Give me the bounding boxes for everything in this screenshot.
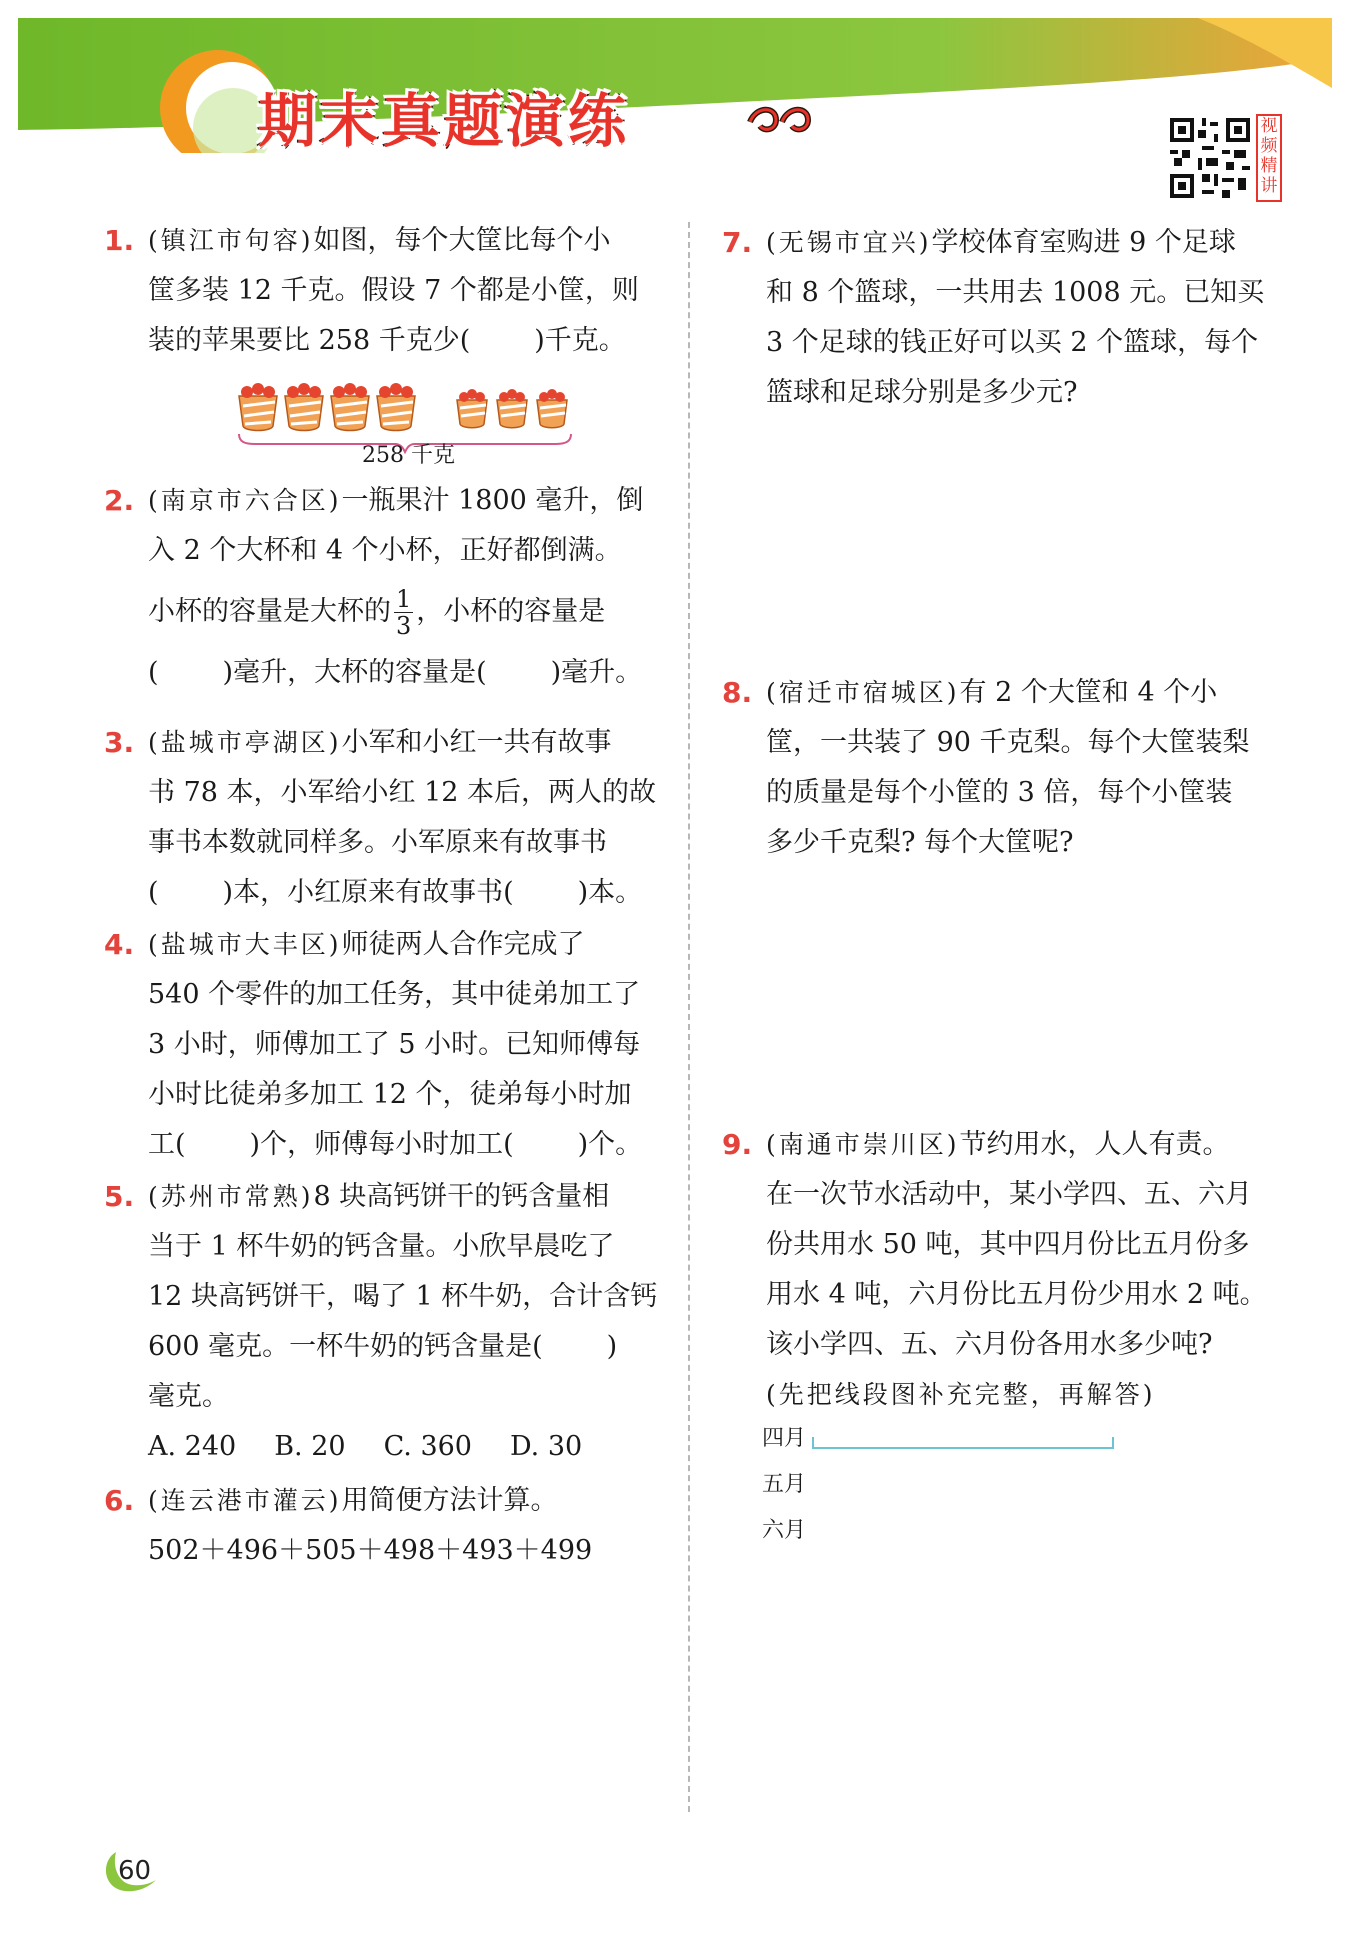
question-text: 份共用水 50 吨，其中四月份比五月份多 (766, 1229, 1250, 1260)
qr-side-label (1256, 114, 1282, 202)
question-expression: 502＋496＋505＋498＋493＋499 (148, 1535, 593, 1566)
question-text: 多少千克梨? 每个大筐呢? (766, 827, 1074, 858)
question-7 (722, 218, 1265, 418)
question-number: 3. (104, 726, 135, 759)
question-text: 如图，每个大筐比每个小 (313, 225, 611, 256)
question-5 (104, 1172, 658, 1472)
question-text: 3 小时，师傅加工了 5 小时。已知师傅每 (148, 1029, 641, 1060)
question-text: ( (148, 657, 159, 688)
question-text: 当于 1 杯牛奶的钙含量。小欣早晨吃了 (148, 1231, 615, 1262)
qr-side-char: 视 (1260, 116, 1278, 136)
large-basket-icon (239, 383, 415, 431)
small-basket-icon (457, 389, 567, 428)
question-text: 入 2 个大杯和 4 个小杯，正好都倒满。 (148, 535, 622, 566)
question-text: 小时比徒弟多加工 12 个，徒弟每小时加 (148, 1079, 632, 1110)
question-text: 3 个足球的钱正好可以买 2 个篮球，每个 (766, 327, 1259, 358)
question-source: (无锡市宜兴) (766, 228, 932, 257)
question-text: 书 78 本，小军给小红 12 本后，两人的故 (148, 777, 657, 808)
question-text: )个，师傅每小时加工( (249, 1129, 514, 1160)
qr-code-icon[interactable] (1166, 114, 1254, 202)
question-text: 540 个零件的加工任务，其中徒弟加工了 (148, 979, 641, 1010)
question-source: (盐城市亭湖区) (148, 728, 342, 757)
question-instruction: (先把线段图补充完整，再解答) (766, 1380, 1156, 1409)
question-text: 毫克。 (148, 1381, 229, 1412)
question-text: 学校体育室购进 9 个足球 (931, 227, 1236, 258)
question-text: 在一次节水活动中，某小学四、五、六月 (766, 1179, 1252, 1210)
question-text: )本，小红原来有故事书( (222, 877, 514, 908)
question-source: (南通市崇川区) (766, 1130, 960, 1159)
options-row (148, 1422, 657, 1472)
segment-diagram-labels (762, 1416, 806, 1554)
option-a[interactable]: A. 240 (148, 1431, 237, 1462)
question-number: 5. (104, 1180, 135, 1213)
question-text: ) (606, 1331, 618, 1362)
option-d[interactable]: D. 30 (509, 1431, 583, 1462)
option-b[interactable]: B. 20 (274, 1431, 346, 1462)
question-1 (104, 216, 639, 366)
row-label-may: 五月 (762, 1472, 807, 1497)
question-number: 7. (722, 226, 753, 259)
question-text: 一瓶果汁 1800 毫升，倒 (341, 485, 644, 516)
question-number: 4. (104, 928, 135, 961)
banner-background (18, 18, 1332, 153)
segment-line-april[interactable] (812, 1437, 1114, 1449)
question-text: )千克。 (534, 325, 626, 356)
question-text: 用水 4 吨，六月份比五月份少用水 2 吨。 (766, 1279, 1267, 1310)
fraction-numerator: 1 (396, 585, 412, 613)
figure-label: 258 千克 (362, 443, 455, 468)
question-text: 和 8 个篮球，一共用去 1008 元。已知买 (766, 277, 1265, 308)
question-text: ，小杯的容量是 (416, 596, 606, 627)
question-text: )本。 (577, 877, 643, 908)
question-source: (苏州市常熟) (148, 1182, 314, 1211)
question-text: 事书本数就同样多。小军原来有故事书 (148, 827, 607, 858)
question-source: (南京市六合区) (148, 486, 342, 515)
row-label-june: 六月 (762, 1518, 807, 1543)
question-text: 小军和小红一共有故事 (341, 727, 612, 758)
question-8 (722, 668, 1250, 868)
question-text: 8 块高钙饼干的钙含量相 (313, 1181, 610, 1212)
column-divider (688, 222, 690, 1812)
question-4 (104, 920, 643, 1170)
question-text: 该小学四、五、六月份各用水多少吨? (766, 1329, 1213, 1360)
question-source: (盐城市大丰区) (148, 930, 342, 959)
question-number: 6. (104, 1484, 135, 1517)
question-text: 12 块高钙饼干，喝了 1 杯牛奶，合计含钙 (148, 1281, 658, 1312)
qr-side-char: 频 (1260, 136, 1278, 156)
question-text: 有 2 个大筐和 4 个小 (959, 677, 1218, 708)
question-9 (722, 1120, 1267, 1420)
qr-side-char: 精 (1260, 156, 1278, 176)
question-text: )毫升。 (550, 657, 643, 688)
question-6 (104, 1476, 593, 1576)
question-number: 8. (722, 676, 753, 709)
question-text: 的质量是每个小筐的 3 倍，每个小筐装 (766, 777, 1233, 808)
question-text: 筐，一共装了 90 千克梨。每个大筐装梨 (766, 727, 1250, 758)
option-c[interactable]: C. 360 (383, 1431, 472, 1462)
question-number: 9. (722, 1128, 753, 1161)
question-text: 用简便方法计算。 (341, 1485, 558, 1516)
fraction-denominator: 3 (396, 612, 412, 640)
question-3 (104, 718, 657, 918)
question-source: (镇江市句容) (148, 226, 314, 255)
question-text: )个。 (577, 1129, 643, 1160)
page-title: 期末真题演练 (258, 87, 631, 155)
question-text: 节约用水，人人有责。 (959, 1129, 1230, 1160)
fraction (394, 586, 413, 639)
question-number: 2. (104, 484, 135, 517)
question-source: (连云港市灌云) (148, 1486, 342, 1515)
question-text: ( (148, 877, 159, 908)
question-number: 1. (104, 224, 135, 257)
question-text: 筐多装 12 千克。假设 7 个都是小筐，则 (148, 275, 639, 306)
question-text: 装的苹果要比 258 千克少( (148, 325, 471, 356)
row-label-april: 四月 (762, 1426, 807, 1451)
qr-side-char: 讲 (1260, 176, 1278, 196)
question-2 (104, 476, 644, 698)
header-banner (18, 18, 1332, 153)
question-text: 师徒两人合作完成了 (341, 929, 585, 960)
question-text: 600 毫克。一杯牛奶的钙含量是( (148, 1331, 543, 1362)
question-text: )毫升，大杯的容量是( (222, 657, 487, 688)
page-number: 60 (118, 1856, 152, 1886)
question-text: 小杯的容量是大杯的 (148, 596, 391, 627)
swirl-decoration-icon (742, 92, 822, 140)
question-source: (宿迁市宿城区) (766, 678, 960, 707)
question-text: 工( (148, 1129, 186, 1160)
question-text: 篮球和足球分别是多少元? (766, 377, 1078, 408)
